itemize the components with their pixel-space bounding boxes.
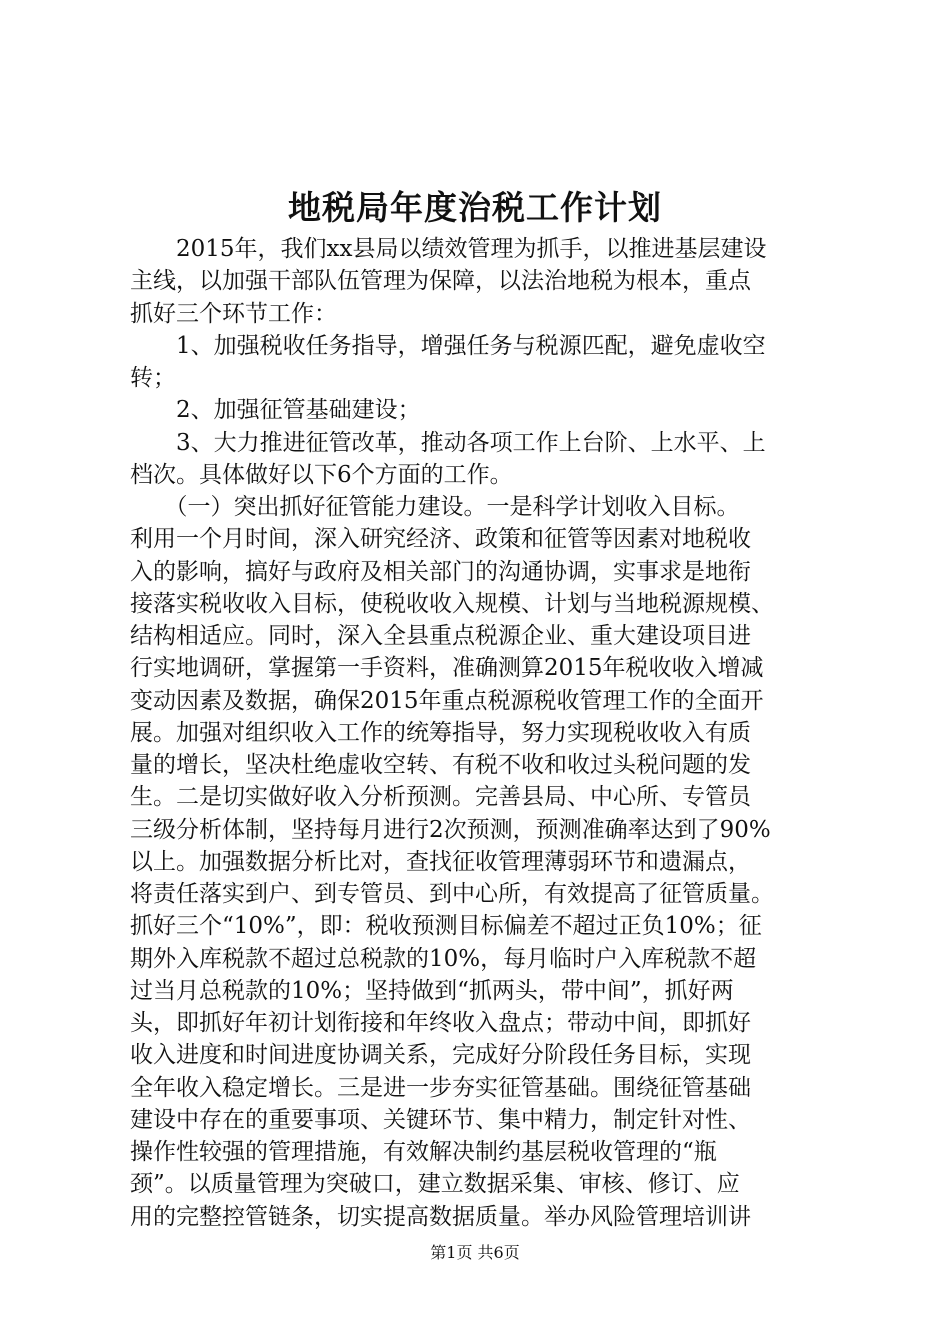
body-line: 2015年，我们xx县局以绩效管理为抓手，以推进基层建设 xyxy=(130,236,767,262)
body-line: 变动因素及数据，确保2015年重点税源税收管理工作的全面开 xyxy=(130,687,764,714)
body-line: 以上。加强数据分析比对，查找征收管理薄弱环节和遗漏点， xyxy=(130,848,751,875)
body-line: 展。加强对组织收入工作的统筹指导，努力实现税收收入有质 xyxy=(130,719,751,746)
body-line: 抓好三个“10%”，即：税收预测目标偏差不超过正负10%；征 xyxy=(130,913,762,940)
body-line: 接落实税收收入目标，使税收收入规模、计划与当地税源规模、 xyxy=(130,590,774,617)
page-footer: 第1页 共6页 xyxy=(430,1243,520,1262)
body-line: 行实地调研，掌握第一手资料，准确测算2015年税收收入增减 xyxy=(130,655,764,682)
body-line: 收入进度和时间进度协调关系，完成好分阶段任务目标，实现 xyxy=(130,1042,751,1069)
body-line: 全年收入稳定增长。三是进一步夯实征管基础。围绕征管基础 xyxy=(130,1074,751,1101)
body-line: 生。二是切实做好收入分析预测。完善县局、中心所、专管员 xyxy=(130,784,751,811)
body-line: 入的影响，搞好与政府及相关部门的沟通协调，实事求是地衔 xyxy=(130,558,751,585)
body-line: 主线，以加强干部队伍管理为保障，以法治地税为根本，重点 xyxy=(130,268,751,295)
document-body xyxy=(130,233,830,1233)
body-line: （一）突出抓好征管能力建设。一是科学计划收入目标。 xyxy=(130,494,740,520)
document-title: 地税局年度治税工作计划 xyxy=(288,188,662,227)
body-line: 用的完整控管链条，切实提高数据质量。举办风险管理培训讲 xyxy=(130,1203,751,1230)
body-line: 1、加强税收任务指导，增强任务与税源匹配，避免虚收空 xyxy=(130,332,766,359)
body-line: 期外入库税款不超过总税款的10%，每月临时户入库税款不超 xyxy=(130,945,757,972)
body-line: 建设中存在的重要事项、关键环节、集中精力，制定针对性、 xyxy=(130,1106,751,1133)
body-line: 将责任落实到户、到专管员、到中心所，有效提高了征管质量。 xyxy=(130,881,774,907)
body-line: 抓好三个环节工作： xyxy=(130,300,337,327)
body-line: 档次。具体做好以下6个方面的工作。 xyxy=(130,461,513,488)
body-line: 量的增长，坚决杜绝虚收空转、有税不收和收过头税问题的发 xyxy=(130,752,751,778)
body-line: 利用一个月时间，深入研究经济、政策和征管等因素对地税收 xyxy=(130,526,751,553)
body-line: 操作性较强的管理措施，有效解决制约基层税收管理的“瓶 xyxy=(130,1139,717,1165)
body-line: 3、大力推进征管改革，推动各项工作上台阶、上水平、上 xyxy=(130,429,766,456)
body-line: 转； xyxy=(130,365,176,391)
body-line: 三级分析体制，坚持每月进行2次预测，预测准确率达到了90% xyxy=(130,816,771,843)
body-line: 颈”。以质量管理为突破口，建立数据采集、审核、修订、应 xyxy=(130,1171,740,1198)
body-line: 2、加强征管基础建设； xyxy=(130,397,421,424)
body-line: 头，即抓好年初计划衔接和年终收入盘点；带动中间，即抓好 xyxy=(130,1010,751,1036)
body-line: 结构相适应。同时，深入全县重点税源企业、重大建设项目进 xyxy=(130,623,751,649)
body-line: 过当月总税款的10%；坚持做到“抓两头，带中间”，抓好两 xyxy=(130,977,734,1004)
